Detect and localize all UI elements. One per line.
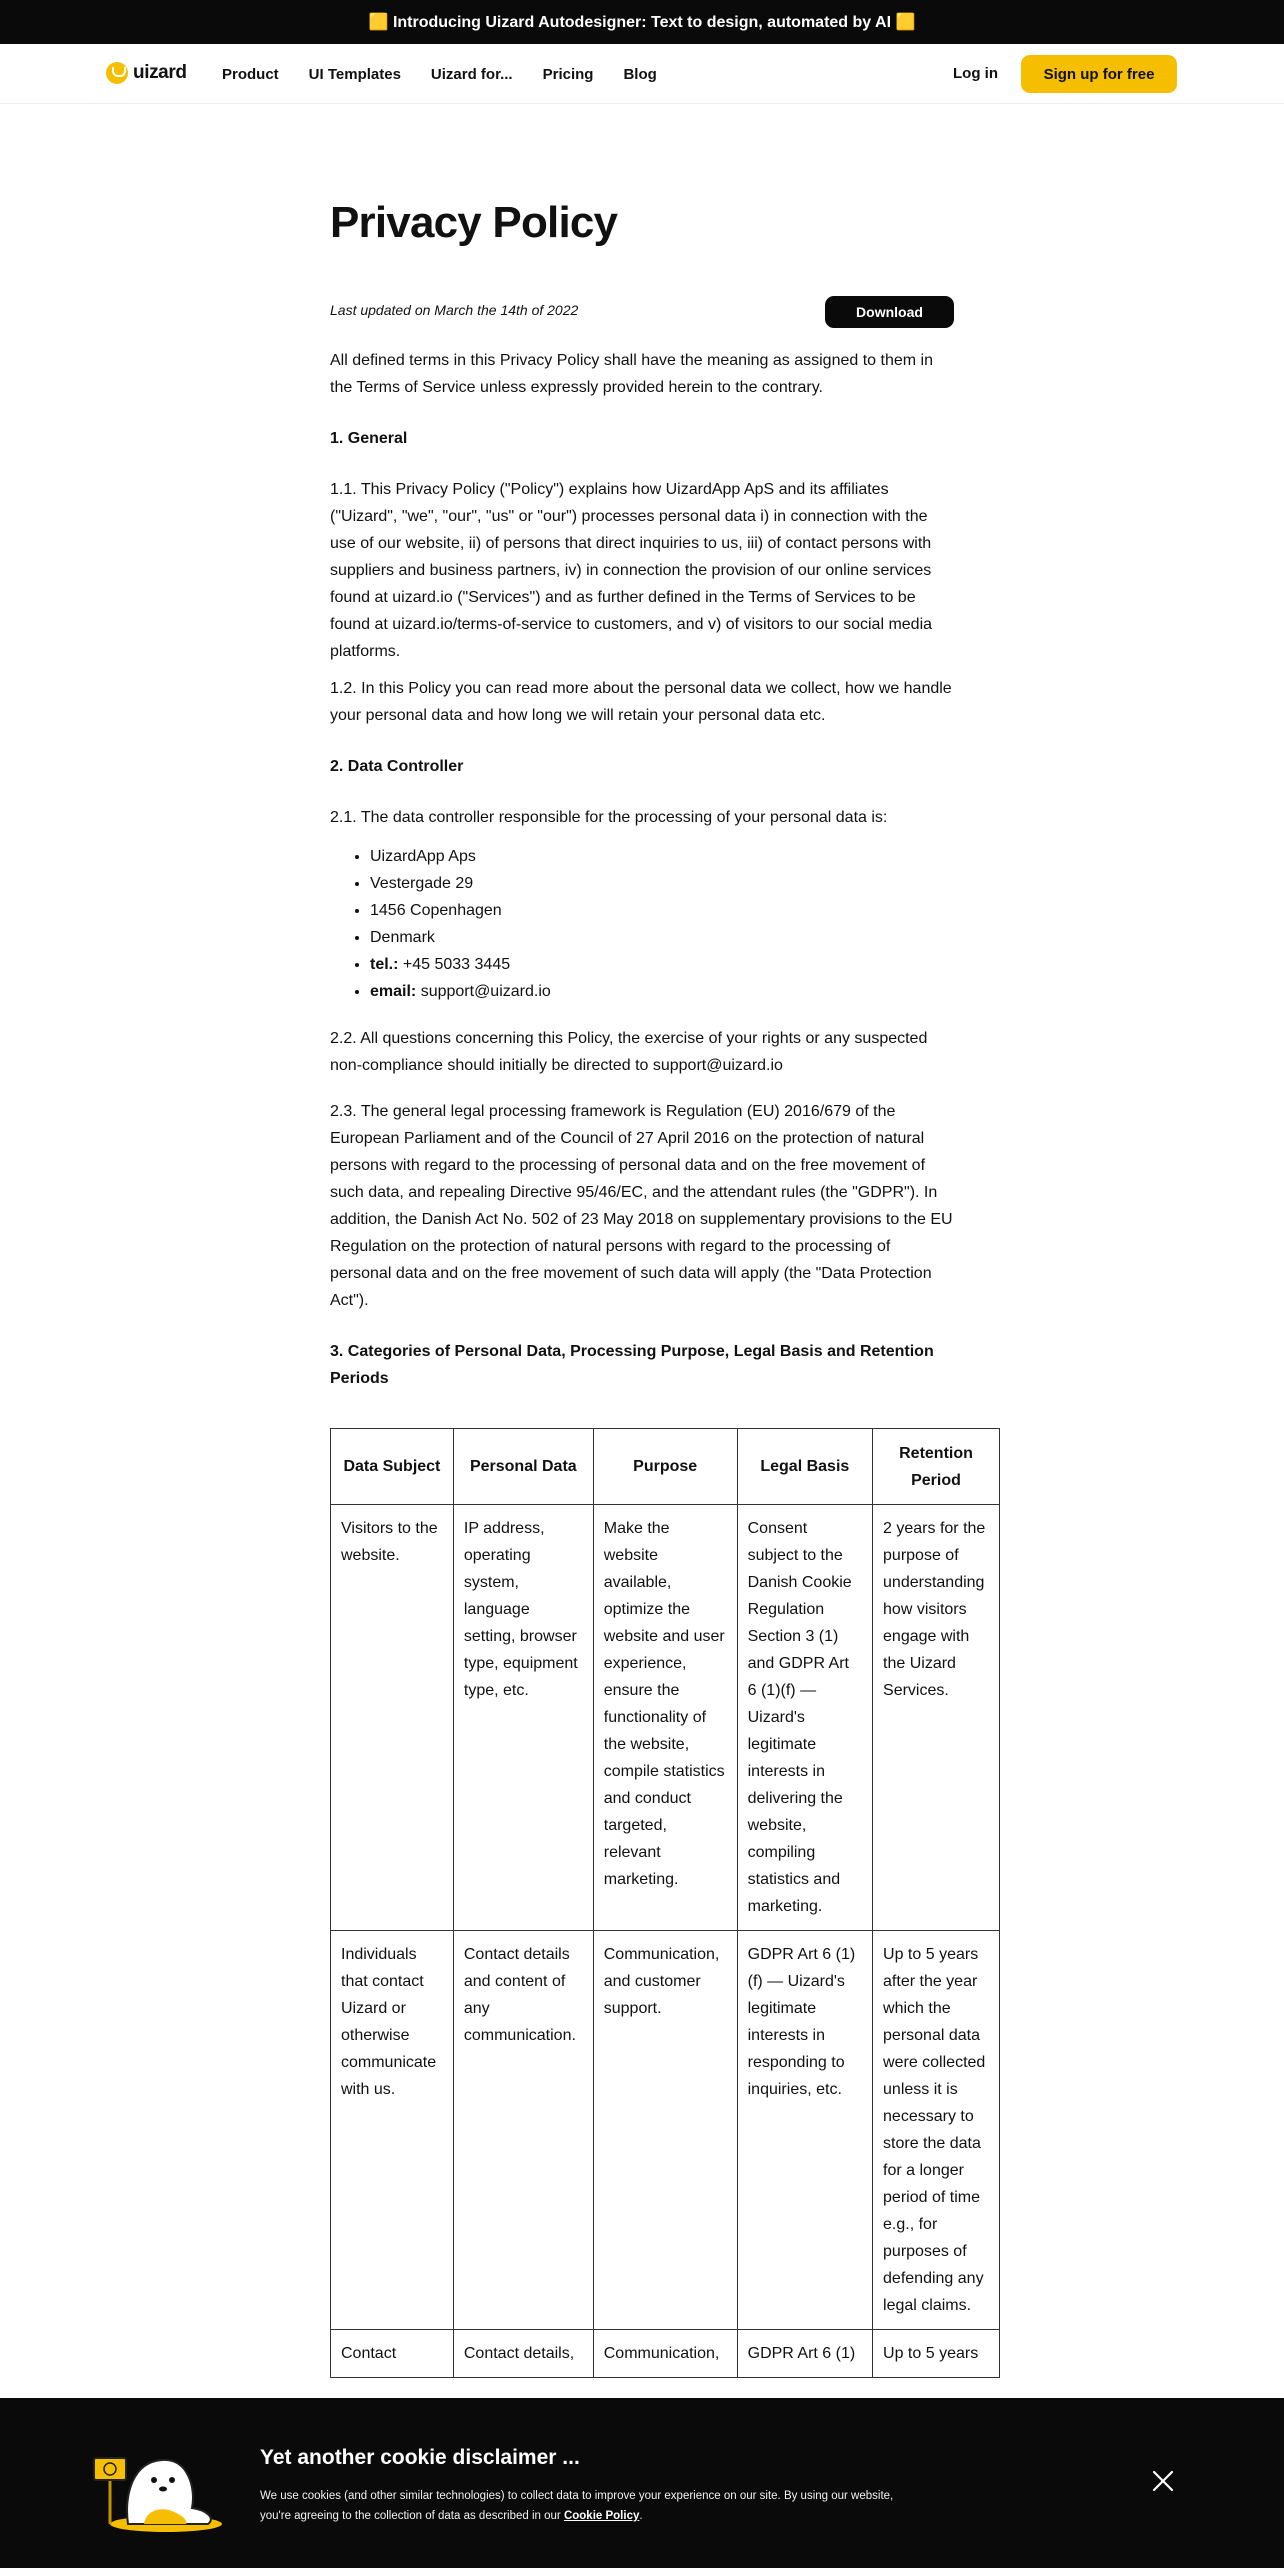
last-updated: Last updated on March the 14th of 2022 [330,302,579,318]
cookie-title: Yet another cookie disclaimer ... [260,2446,580,2469]
table-cell: Up to 5 years after the year which the personal data were collected unless it is necessary to store the data for a longer period of time e.g., for purposes of defending any legal claims. [873,1931,1000,2330]
table-cell: Individuals that contact Uizard or otherwise communicate with us. [331,1931,454,2330]
table-cell: Contact [331,2330,454,2378]
nav-blog[interactable]: Blog [623,65,657,83]
uizard-logo-icon [106,62,128,84]
table-row [331,1505,1000,1931]
address-line: • Denmark [370,924,1000,951]
table-cell: Up to 5 years [873,2330,1000,2378]
nav-ui-templates[interactable]: UI Templates [308,65,401,83]
table-cell: Make the website available, optimize the website and user experience, ensure the functionality of the website, compile statistics and conduct targeted, relevant marketing. [593,1505,737,1931]
phone-line [370,951,1000,978]
table-cell: Communication, [593,2330,737,2378]
nav-product[interactable]: Product [222,65,279,83]
header-legal-basis: Legal Basis [737,1429,872,1505]
announcement-bar[interactable] [0,0,1284,44]
table-cell: Contact details, [453,2330,593,2378]
nav-links [222,44,657,104]
table-row [331,1931,1000,2330]
logo-text: uizard [133,62,187,83]
email-value: support@uizard.io [416,983,551,1000]
table-cell: Communication, and customer support. [593,1931,737,2330]
email-line [370,978,1000,1005]
section-2-heading: 2. Data Controller [330,758,464,775]
table-cell: GDPR Art 6 (1) [737,2330,872,2378]
section-2-3: 2.3. The general legal processing framework is Regulation (EU) 2016/679 of the European Parliament and of the Council of 27 April 2016 on the protection of natural persons with regard to the processing of personal data and on the free movement of such data, and repealing Directive 95/46/EC, and the attendant rules (the "GDPR"). In addition, the Danish Act No. 502 of 23 May 2018 on supplementary provisions to the EU Regulation on the protection of natural persons with regard to the processing of personal data and on the free movement of such data will apply (the "Data Protection Act"). [330,1103,953,1309]
address-line: • UizardApp Aps [370,843,1000,870]
login-link[interactable]: Log in [953,65,998,82]
table-cell: IP address, operating system, language setting, browser type, equipment type, etc. [453,1505,593,1931]
table-header-row [331,1429,1000,1505]
cookie-tail: . [639,2510,643,2522]
tel-value: +45 5033 3445 [398,956,511,973]
section-2-2: 2.2. All questions concerning this Policy, the exercise of your rights or any suspected non-compliance should initially be directed to support@uizard.io [330,1030,928,1074]
policy-content [330,196,1000,2378]
download-button[interactable]: Download [825,296,954,328]
announcement-text[interactable]: 🟨 Introducing Uizard Autodesigner: Text to design, automated by AI 🟨 [368,14,916,31]
header-data-subject: Data Subject [331,1429,454,1505]
table-cell: Contact details and content of any communication. [453,1931,593,2330]
cookie-text [260,2486,900,2526]
table-cell: Consent subject to the Danish Cookie Regulation Section 3 (1) and GDPR Art 6 (1)(f) — Uizard's legitimate interests in delivering the website, compiling statistics and marketing. [737,1505,872,1931]
table-row [331,2330,1000,2378]
section-1-2: 1.2. In this Policy you can read more about the personal data we collect, how we handle your personal data and how long we will retain your personal data etc. [330,680,952,724]
tel-label: tel.: [370,956,399,973]
section-3-heading: 3. Categories of Personal Data, Processing Purpose, Legal Basis and Retention Periods [330,1343,934,1387]
cookie-policy-link[interactable]: Cookie Policy [563,2510,640,2522]
table-cell: GDPR Art 6 (1)(f) — Uizard's legitimate interests in responding to inquiries, etc. [737,1931,872,2330]
cookie-description: We use cookies (and other similar technologies) to collect data to improve your experience on our site. By using our website, you're agreeing to the collection of data as described in our [260,2490,894,2522]
uizard-logo[interactable] [106,62,187,84]
address-line: • Vestergade 29 [370,870,1000,897]
header-retention-period: Retention Period [873,1429,1000,1505]
section-1-1: 1.1. This Privacy Policy ("Policy") explains how UizardApp ApS and its affiliates ("Uizard", "we", "our", "us" or "our") processes personal data i) in connection with the use of our website, ii) of persons that direct inquiries to us, iii) of contact persons with suppliers and business partners, iv) in connection the provision of our online services found at uizard.io ("Services") and as further defined in the Terms of Services to be found at uizard.io/terms-of-service to customers, and v) of visitors to our social media platforms. [330,481,933,660]
top-navigation [0,44,1284,104]
table-cell: Visitors to the website. [331,1505,454,1931]
cookie-banner [0,2398,1284,2568]
intro-paragraph: All defined terms in this Privacy Policy shall have the meaning as assigned to them in the Terms of Service unless expressly provided herein to the contrary. [330,352,933,396]
signup-button[interactable]: Sign up for free [1021,55,1177,93]
close-icon[interactable] [1150,2468,1176,2494]
table-cell: 2 years for the purpose of understanding how visitors engage with the Uizard Services. [873,1505,1000,1931]
data-categories-table [330,1428,1000,2378]
meta-row [330,296,1000,332]
nav-uizard-for[interactable]: Uizard for... [430,65,513,83]
page-title: Privacy Policy [330,198,618,247]
nav-pricing[interactable]: Pricing [542,65,594,83]
section-1-heading: 1. General [330,430,408,447]
address-line: • 1456 Copenhagen [370,897,1000,924]
controller-address [370,843,1000,1005]
header-personal-data: Personal Data [453,1429,593,1505]
seal-mascot-illustration [88,2436,224,2534]
header-purpose: Purpose [593,1429,737,1505]
email-label: email: [370,983,417,1000]
section-2-1: 2.1. The data controller responsible for the processing of your personal data is: [330,809,888,826]
